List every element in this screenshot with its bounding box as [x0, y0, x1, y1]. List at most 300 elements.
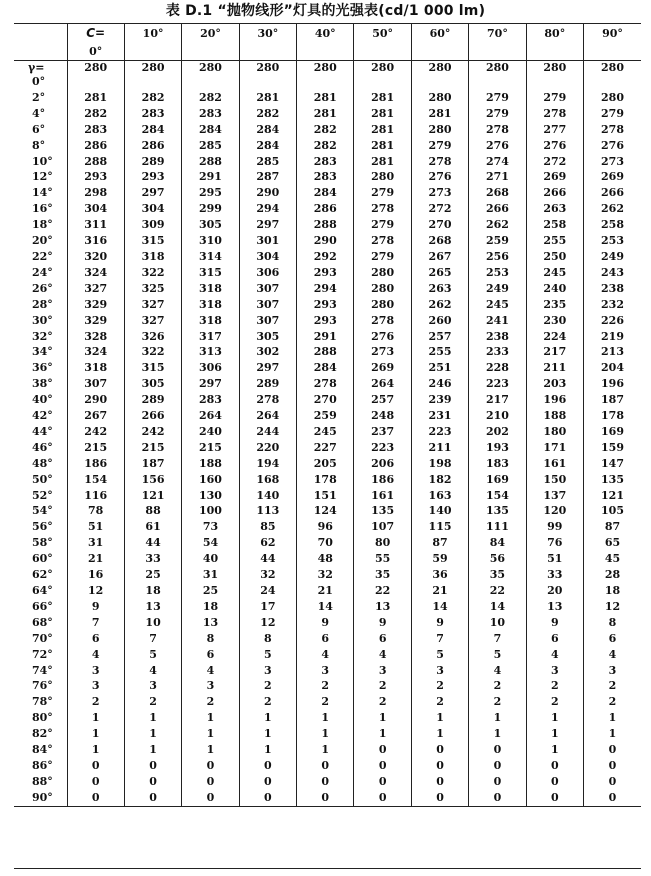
- intensity-cell: 35: [469, 567, 526, 583]
- intensity-cell: 62: [239, 535, 296, 551]
- table-row: [14, 663, 641, 679]
- intensity-cell: 96: [297, 519, 354, 535]
- intensity-cell: 59: [411, 551, 468, 567]
- intensity-cell: 293: [297, 265, 354, 281]
- intensity-cell: 315: [124, 233, 181, 249]
- intensity-cell: 33: [526, 567, 583, 583]
- c-zero-label: 0°: [67, 44, 124, 61]
- c-angle-header: 30°: [239, 23, 296, 44]
- intensity-cell: 7: [411, 631, 468, 647]
- intensity-cell: 182: [411, 472, 468, 488]
- intensity-cell: 242: [124, 424, 181, 440]
- intensity-cell: 159: [584, 440, 641, 456]
- table-row: [14, 408, 641, 424]
- gamma-angle: 48°: [32, 456, 53, 470]
- intensity-cell: 168: [239, 472, 296, 488]
- intensity-cell: 246: [411, 376, 468, 392]
- intensity-cell: 147: [584, 456, 641, 472]
- intensity-cell: 187: [124, 456, 181, 472]
- intensity-cell: 278: [354, 233, 411, 249]
- intensity-cell: 282: [182, 90, 239, 106]
- table-row: [14, 424, 641, 440]
- intensity-cell: 22: [469, 583, 526, 599]
- table-row: [14, 122, 641, 138]
- intensity-cell: 291: [297, 329, 354, 345]
- c-angle-header: 10°: [124, 23, 181, 44]
- intensity-cell: 255: [526, 233, 583, 249]
- intensity-cell: 235: [526, 297, 583, 313]
- intensity-cell: 0: [469, 742, 526, 758]
- intensity-cell: 0: [584, 758, 641, 774]
- intensity-cell: 0: [182, 790, 239, 806]
- header-sub-blank: [584, 44, 641, 61]
- gamma-angle: 52°: [32, 488, 53, 502]
- intensity-cell: 9: [526, 615, 583, 631]
- table-row: [14, 519, 641, 535]
- intensity-cell: 278: [239, 392, 296, 408]
- gamma-angle: 74°: [32, 663, 53, 677]
- intensity-cell: 280: [354, 169, 411, 185]
- intensity-cell: 0: [469, 774, 526, 790]
- gamma-angle: 26°: [32, 281, 53, 295]
- intensity-cell: 211: [411, 440, 468, 456]
- intensity-cell: 293: [297, 313, 354, 329]
- intensity-cell: 0: [584, 742, 641, 758]
- intensity-cell: 2: [584, 694, 641, 710]
- gamma-angle: 66°: [32, 599, 53, 613]
- intensity-cell: 243: [584, 265, 641, 281]
- intensity-cell: 8: [239, 631, 296, 647]
- intensity-cell: 278: [469, 122, 526, 138]
- intensity-cell: 280: [411, 90, 468, 106]
- intensity-cell: 1: [297, 742, 354, 758]
- table-row: [14, 138, 641, 154]
- intensity-cell: 281: [239, 90, 296, 106]
- gamma-angle: 10°: [32, 154, 53, 168]
- intensity-cell: 0: [411, 790, 468, 806]
- intensity-cell: 215: [67, 440, 124, 456]
- gamma-label: γ=: [28, 61, 45, 74]
- intensity-cell: 203: [526, 376, 583, 392]
- gamma-angle: 14°: [32, 186, 53, 200]
- intensity-cell: 2: [239, 694, 296, 710]
- intensity-cell: 223: [411, 424, 468, 440]
- gamma-angle: 78°: [32, 695, 53, 709]
- gamma-angle: 32°: [32, 329, 53, 343]
- intensity-cell: 2: [411, 694, 468, 710]
- intensity-cell: 0: [297, 758, 354, 774]
- intensity-cell: 56: [469, 551, 526, 567]
- intensity-cell: 284: [297, 360, 354, 376]
- intensity-cell: 217: [469, 392, 526, 408]
- intensity-cell: 317: [182, 329, 239, 345]
- intensity-cell: 171: [526, 440, 583, 456]
- intensity-cell: 0: [411, 774, 468, 790]
- gamma-angle: 60°: [32, 552, 53, 566]
- intensity-cell: 258: [584, 217, 641, 233]
- intensity-cell: 322: [124, 265, 181, 281]
- intensity-cell: 329: [67, 313, 124, 329]
- intensity-cell: 322: [124, 344, 181, 360]
- intensity-cell: 278: [354, 201, 411, 217]
- intensity-cell: 140: [239, 488, 296, 504]
- intensity-cell: 0: [124, 774, 181, 790]
- gamma-angle: 90°: [14, 790, 67, 806]
- intensity-cell: 266: [526, 185, 583, 201]
- intensity-cell: 135: [354, 503, 411, 519]
- intensity-cell: 240: [526, 281, 583, 297]
- header-sub-blank: [182, 44, 239, 61]
- table-row: [14, 392, 641, 408]
- intensity-cell: 280: [354, 61, 411, 75]
- intensity-cell: 280: [354, 281, 411, 297]
- intensity-cell: 31: [182, 567, 239, 583]
- intensity-cell: 305: [239, 329, 296, 345]
- intensity-cell: 284: [239, 138, 296, 154]
- blank-cell: [526, 74, 583, 90]
- table-row: [14, 249, 641, 265]
- intensity-cell: 298: [67, 185, 124, 201]
- intensity-cell: 282: [297, 138, 354, 154]
- table-row: [14, 790, 641, 806]
- intensity-cell: 294: [239, 201, 296, 217]
- intensity-cell: 194: [239, 456, 296, 472]
- intensity-cell: 279: [354, 249, 411, 265]
- intensity-cell: 113: [239, 503, 296, 519]
- intensity-cell: 270: [297, 392, 354, 408]
- intensity-cell: 318: [182, 313, 239, 329]
- intensity-cell: 301: [239, 233, 296, 249]
- intensity-cell: 309: [124, 217, 181, 233]
- gamma-angle: 62°: [32, 568, 53, 582]
- intensity-cell: 320: [67, 249, 124, 265]
- table-row: [14, 217, 641, 233]
- intensity-cell: 156: [124, 472, 181, 488]
- intensity-cell: 4: [584, 647, 641, 663]
- intensity-cell: 265: [411, 265, 468, 281]
- intensity-cell: 279: [354, 217, 411, 233]
- header-sub-blank: [297, 44, 354, 61]
- intensity-cell: 284: [239, 122, 296, 138]
- intensity-cell: 0: [354, 790, 411, 806]
- intensity-cell: 282: [297, 122, 354, 138]
- intensity-cell: 238: [469, 329, 526, 345]
- intensity-cell: 289: [124, 154, 181, 170]
- c-angle-header: 80°: [526, 23, 583, 44]
- intensity-cell: 1: [124, 710, 181, 726]
- intensity-cell: 2: [67, 694, 124, 710]
- gamma-angle: 72°: [32, 647, 53, 661]
- intensity-cell: 245: [297, 424, 354, 440]
- intensity-cell: 45: [584, 551, 641, 567]
- intensity-cell: 240: [182, 424, 239, 440]
- intensity-cell: 279: [354, 185, 411, 201]
- gamma-angle: 4°: [32, 106, 46, 120]
- intensity-cell: 124: [297, 503, 354, 519]
- intensity-cell: 9: [411, 615, 468, 631]
- intensity-cell: 2: [411, 678, 468, 694]
- table-row: [14, 90, 641, 106]
- intensity-cell: 262: [411, 297, 468, 313]
- intensity-cell: 307: [67, 376, 124, 392]
- intensity-cell: 269: [354, 360, 411, 376]
- intensity-cell: 260: [411, 313, 468, 329]
- table-row: [14, 567, 641, 583]
- gamma-angle: 20°: [32, 234, 53, 248]
- intensity-cell: 6: [297, 631, 354, 647]
- intensity-cell: 324: [67, 344, 124, 360]
- table-row: [14, 297, 641, 313]
- intensity-cell: 150: [526, 472, 583, 488]
- intensity-cell: 2: [297, 678, 354, 694]
- table-row: [14, 758, 641, 774]
- intensity-cell: 44: [124, 535, 181, 551]
- intensity-cell: 196: [526, 392, 583, 408]
- intensity-cell: 10: [124, 615, 181, 631]
- intensity-cell: 230: [526, 313, 583, 329]
- intensity-cell: 280: [526, 61, 583, 75]
- gamma-angle: 80°: [32, 711, 53, 725]
- table-row: [14, 631, 641, 647]
- intensity-cell: 280: [124, 61, 181, 75]
- header-sub-row: [14, 44, 641, 61]
- intensity-cell: 13: [354, 599, 411, 615]
- intensity-cell: 51: [526, 551, 583, 567]
- intensity-cell: 277: [526, 122, 583, 138]
- intensity-cell: 120: [526, 503, 583, 519]
- blank-cell: [469, 74, 526, 90]
- intensity-cell: 280: [469, 61, 526, 75]
- intensity-cell: 271: [469, 169, 526, 185]
- intensity-cell: 6: [526, 631, 583, 647]
- intensity-cell: 311: [67, 217, 124, 233]
- intensity-cell: 281: [67, 90, 124, 106]
- intensity-cell: 154: [469, 488, 526, 504]
- intensity-cell: 278: [584, 122, 641, 138]
- intensity-cell: 315: [124, 360, 181, 376]
- intensity-cell: 51: [67, 519, 124, 535]
- intensity-cell: 3: [526, 663, 583, 679]
- gamma-angle: 18°: [32, 218, 53, 232]
- intensity-cell: 12: [239, 615, 296, 631]
- intensity-cell: 288: [297, 344, 354, 360]
- intensity-cell: 36: [411, 567, 468, 583]
- intensity-cell: 35: [354, 567, 411, 583]
- intensity-cell: 21: [297, 583, 354, 599]
- intensity-cell: 169: [584, 424, 641, 440]
- table-row: [14, 710, 641, 726]
- intensity-cell: 290: [297, 233, 354, 249]
- intensity-cell: 5: [411, 647, 468, 663]
- intensity-cell: 80: [354, 535, 411, 551]
- intensity-cell: 253: [584, 233, 641, 249]
- intensity-cell: 276: [411, 169, 468, 185]
- intensity-cell: 111: [469, 519, 526, 535]
- intensity-cell: 0: [239, 790, 296, 806]
- intensity-cell: 0: [584, 790, 641, 806]
- intensity-cell: 1: [354, 726, 411, 742]
- intensity-cell: 281: [297, 90, 354, 106]
- intensity-cell: 215: [182, 440, 239, 456]
- table-body: [14, 23, 641, 806]
- intensity-cell: 121: [584, 488, 641, 504]
- intensity-cell: 32: [297, 567, 354, 583]
- intensity-cell: 280: [354, 297, 411, 313]
- intensity-cell: 31: [67, 535, 124, 551]
- intensity-cell: 304: [124, 201, 181, 217]
- intensity-cell: 305: [124, 376, 181, 392]
- intensity-cell: 0: [67, 758, 124, 774]
- intensity-cell: 4: [67, 647, 124, 663]
- table-row: [14, 154, 641, 170]
- intensity-cell: 6: [182, 647, 239, 663]
- intensity-cell: 7: [124, 631, 181, 647]
- intensity-cell: 297: [124, 185, 181, 201]
- table-row: [14, 488, 641, 504]
- intensity-cell: 283: [124, 106, 181, 122]
- intensity-cell: 193: [469, 440, 526, 456]
- intensity-cell: 1: [67, 710, 124, 726]
- intensity-cell: 302: [239, 344, 296, 360]
- table-row: [14, 647, 641, 663]
- intensity-cell: 223: [354, 440, 411, 456]
- gamma-angle: 24°: [32, 265, 53, 279]
- intensity-cell: 215: [124, 440, 181, 456]
- intensity-cell: 272: [411, 201, 468, 217]
- header-sub-blank: [239, 44, 296, 61]
- gamma-angle: 84°: [32, 743, 53, 757]
- intensity-cell: 1: [182, 710, 239, 726]
- intensity-cell: 4: [354, 647, 411, 663]
- intensity-cell: 1: [526, 710, 583, 726]
- intensity-cell: 1: [239, 742, 296, 758]
- intensity-cell: 9: [67, 599, 124, 615]
- intensity-cell: 287: [239, 169, 296, 185]
- intensity-cell: 256: [469, 249, 526, 265]
- intensity-cell: 279: [584, 106, 641, 122]
- header-sub-blank: [124, 44, 181, 61]
- intensity-cell: 18: [124, 583, 181, 599]
- intensity-cell: 239: [411, 392, 468, 408]
- intensity-cell: 263: [411, 281, 468, 297]
- intensity-cell: 278: [297, 376, 354, 392]
- intensity-cell: 304: [67, 201, 124, 217]
- intensity-cell: 13: [124, 599, 181, 615]
- intensity-cell: 297: [182, 376, 239, 392]
- gamma-angle: 30°: [32, 313, 53, 327]
- intensity-cell: 1: [584, 726, 641, 742]
- intensity-cell: 329: [67, 297, 124, 313]
- c-angle-header: 60°: [411, 23, 468, 44]
- intensity-cell: 1: [411, 726, 468, 742]
- intensity-cell: 318: [182, 281, 239, 297]
- intensity-cell: 78: [67, 503, 124, 519]
- gamma-angle: 8°: [32, 138, 46, 152]
- intensity-cell: 280: [411, 122, 468, 138]
- intensity-cell: 22: [354, 583, 411, 599]
- gamma-angle: 64°: [32, 584, 53, 597]
- intensity-cell: 281: [354, 138, 411, 154]
- intensity-cell: 259: [469, 233, 526, 249]
- intensity-cell: 3: [182, 678, 239, 694]
- gamma-angle: 76°: [32, 679, 53, 693]
- intensity-cell: 249: [469, 281, 526, 297]
- header-sub-blank: [411, 44, 468, 61]
- intensity-cell: 0: [67, 790, 124, 806]
- blank-cell: [354, 74, 411, 90]
- intensity-cell: 202: [469, 424, 526, 440]
- intensity-cell: 18: [584, 583, 641, 599]
- table-row: [14, 74, 641, 90]
- intensity-cell: 10: [469, 615, 526, 631]
- gamma-angle: 40°: [32, 393, 53, 407]
- intensity-cell: 270: [411, 217, 468, 233]
- intensity-cell: 279: [411, 138, 468, 154]
- intensity-cell: 4: [469, 663, 526, 679]
- table-row: [14, 344, 641, 360]
- intensity-cell: 3: [67, 678, 124, 694]
- gamma-angle: 82°: [32, 727, 53, 741]
- intensity-cell: 3: [354, 663, 411, 679]
- intensity-table: [14, 23, 641, 807]
- intensity-cell: 2: [526, 678, 583, 694]
- intensity-cell: 1: [469, 710, 526, 726]
- intensity-cell: 1: [469, 726, 526, 742]
- intensity-cell: 3: [584, 663, 641, 679]
- gamma-angle: 86°: [32, 758, 53, 772]
- intensity-cell: 25: [124, 567, 181, 583]
- intensity-cell: 25: [182, 583, 239, 599]
- intensity-cell: 178: [584, 408, 641, 424]
- intensity-cell: 263: [526, 201, 583, 217]
- intensity-cell: 2: [182, 694, 239, 710]
- gamma-angle: 68°: [32, 615, 53, 629]
- intensity-cell: 4: [182, 663, 239, 679]
- intensity-cell: 223: [469, 376, 526, 392]
- header-sub-stub: [14, 44, 67, 61]
- intensity-cell: 248: [354, 408, 411, 424]
- intensity-cell: 245: [469, 297, 526, 313]
- intensity-cell: 2: [469, 678, 526, 694]
- intensity-cell: 21: [67, 551, 124, 567]
- intensity-cell: 292: [297, 249, 354, 265]
- intensity-cell: 0: [182, 758, 239, 774]
- table-row: [14, 599, 641, 615]
- intensity-cell: 276: [526, 138, 583, 154]
- intensity-cell: 266: [124, 408, 181, 424]
- gamma-angle: 50°: [32, 472, 53, 486]
- intensity-cell: 281: [354, 90, 411, 106]
- intensity-cell: 0: [469, 790, 526, 806]
- intensity-cell: 100: [182, 503, 239, 519]
- intensity-cell: 61: [124, 519, 181, 535]
- table-row: [14, 106, 641, 122]
- intensity-cell: 1: [297, 710, 354, 726]
- c-angle-header: 90°: [584, 23, 641, 44]
- intensity-cell: 279: [469, 106, 526, 122]
- intensity-cell: 255: [411, 344, 468, 360]
- intensity-cell: 328: [67, 329, 124, 345]
- intensity-cell: 186: [67, 456, 124, 472]
- intensity-cell: 280: [182, 61, 239, 75]
- intensity-cell: 276: [469, 138, 526, 154]
- intensity-cell: 1: [297, 726, 354, 742]
- table-row: [14, 535, 641, 551]
- intensity-cell: 269: [584, 169, 641, 185]
- table-row: [14, 376, 641, 392]
- intensity-cell: 73: [182, 519, 239, 535]
- header-sub-blank: [354, 44, 411, 61]
